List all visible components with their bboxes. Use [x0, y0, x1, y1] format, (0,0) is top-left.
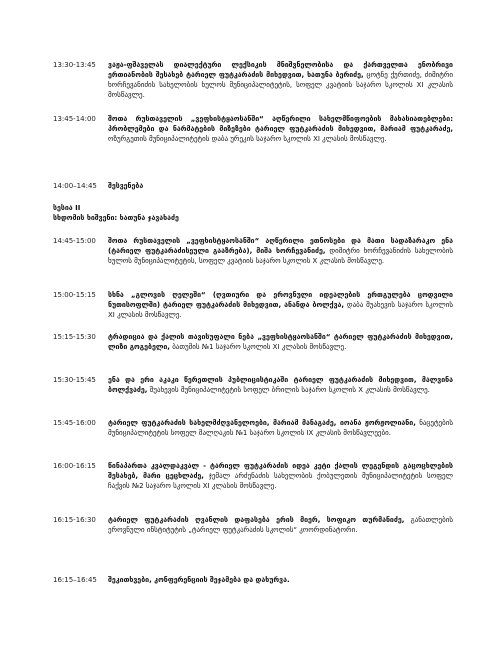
program-item — [53, 418, 453, 438]
item-details: განათლების ეროვნული ინსტიტუტის „ტარიელ ფუტკარაძის სკოლის“ კოორდინატორი. — [108, 516, 453, 534]
item-time: 13:45-14:00 — [53, 115, 96, 123]
item-time: 14:45-15:00 — [53, 237, 96, 245]
item-details: ბათუმის №1 საჯარო სკოლის XI კლასის მოსწავლე. — [172, 343, 347, 351]
item-description — [108, 332, 453, 352]
break-item — [53, 181, 453, 191]
item-details: ჯემალ არძენაძის სახელობის ქობულეთის მუნიციპალიტეტის სოფელ ჩაქვის №2 საჯარო სკოლის XI კლასის მოსწავლე. — [108, 472, 453, 490]
program-item — [53, 461, 453, 491]
item-title: ვაჟა-ფშაველას დიალექტური ლექსიკის მნიშვნელობისა და ქართველთა ენობრივი ერთიანობის შესახებ ტარიელ ფუტკარაძის მიხედვით, ხათუნა ბერიძე, — [108, 61, 453, 79]
item-description — [108, 290, 453, 320]
item-details: შუახევის მუნიციპალიტეტის სოფელ ბრილის საჯარო სკოლის X კლასის მოსწავლე. — [149, 386, 430, 394]
item-description — [108, 114, 453, 144]
program-item — [53, 332, 453, 352]
program-item — [53, 236, 453, 266]
item-title: შეკითხვები, კონფერენციის შეჯამება და დახურვა. — [108, 576, 290, 584]
program-item — [53, 290, 453, 320]
item-description — [108, 236, 453, 266]
item-title: ტარიელ ფუტკარაძის სახელმძღვანელოები, მარიამ მანაგაძე, იოანა ჟორჟოლიანი, — [108, 419, 416, 427]
item-time: 13:30-13:45 — [53, 61, 96, 69]
item-time: 16:15–16:45 — [53, 576, 97, 584]
item-time: 14:00–14:45 — [53, 182, 97, 190]
item-time: 16:00-16:15 — [53, 462, 96, 470]
item-description — [108, 515, 453, 535]
item-time: 16:15-16:30 — [53, 516, 96, 524]
item-title: ტრადიცია და ქალის თავისუფალი ნება „ვეფხისტყაოსანში“ ტარიელ ფუტკარაძის მიხედვით, ლიზი გოგებელი, — [108, 333, 453, 351]
item-description — [108, 418, 453, 438]
item-time: 15:45-16:00 — [53, 419, 96, 427]
item-details: ცოტნე ქურთიძე, ძიმიტრი ხორჩევანიძის სახელობის ხულოს მუნიციპალიტეტის, სოფელ კვატიის საჯარო სკოლის XI კლასის მოსწავლე. — [108, 71, 454, 99]
item-description — [108, 60, 453, 100]
item-time: 15:15-15:30 — [53, 333, 96, 341]
item-details: დაბა შუახევის საჯარო სკოლის XI კლასის მოსწავლე. — [108, 301, 453, 319]
program-item — [53, 375, 453, 395]
item-details: ოზურგეთის მუნიციპალიტეტის დაბა ურეკის საჯარო სკოლის XI კლასის მოსწავლე. — [108, 135, 387, 143]
item-title: წინაპართა კვალდაკვალ - ტარიელ ფუტკარაძის იდეა კეტი ქალის ლეგენდის გაცოცხლების შესახებ, მარი ცეცხლაძე, — [108, 462, 453, 480]
closing-item — [53, 575, 453, 585]
item-title: შოთა რუსთაველის „ვეფხისტყაოსანში“ აღწერილი სახელმწიფოების მახასიათებლები: პრობლემები და ნარმატების მიზეზები ტარიელ ფუტკარაძის მიხედვით, მარიამ ფუტკარაძე, — [108, 115, 453, 133]
program-item — [53, 60, 453, 100]
item-description — [108, 375, 453, 395]
program-item — [53, 114, 453, 144]
item-time: 15:00-15:15 — [53, 291, 96, 299]
item-title: შესვენება — [108, 182, 144, 190]
item-description — [108, 461, 453, 491]
item-title: შოთა რუსთაველის „ვეფხისტყაოსანში“ აღწერილი ეთნოსები და მათი სადაზარაკო ენა (ტარიელ ფუტკარაძისეული გააზრება), მიშა ხორჩევანიძე, — [108, 237, 453, 255]
item-details: დიმიტრი ხორჩევანიძის სახელობის ხულოს მუნიციპალიტეტის, სოფელ კვატიის საჯარო სკოლის X კლასის მოსწავლე. — [108, 247, 453, 265]
session-moderator: სხდომის ხიშვენი: ხათუნა ჯავახაძე — [53, 214, 179, 222]
item-title: სხნა „გლოვის ღელეში“ (ღვთიური და ეროვნული იდეალების ერთგულება ცოდვილი ნუთისოფლში) ტარიელ ფუტკარაძის მიხედვით, ანანდა ბოლქვა, — [108, 291, 453, 309]
item-details: ნაცეტების მუნიციპალიტეტის სოფელ მალღაკის №1 საჯარო სკოლის IX კლასის მოსწავლეები. — [108, 419, 453, 437]
item-title: ენა და ერი აკაკი წერეთლის პუბლიცისტიკაში ტარიელ ფუტკარაძის მიხედვით, მალვინა ბოლქვაძე, — [108, 376, 453, 394]
program-item — [53, 515, 453, 535]
item-title: ტარიელ ფუტკარაძის ღვანლის დაფასება ერის მიერ, სოფიკო თურმანიძე, — [108, 516, 405, 524]
item-time: 15:30-15:45 — [53, 376, 96, 384]
session-label: სესია II — [53, 204, 81, 212]
